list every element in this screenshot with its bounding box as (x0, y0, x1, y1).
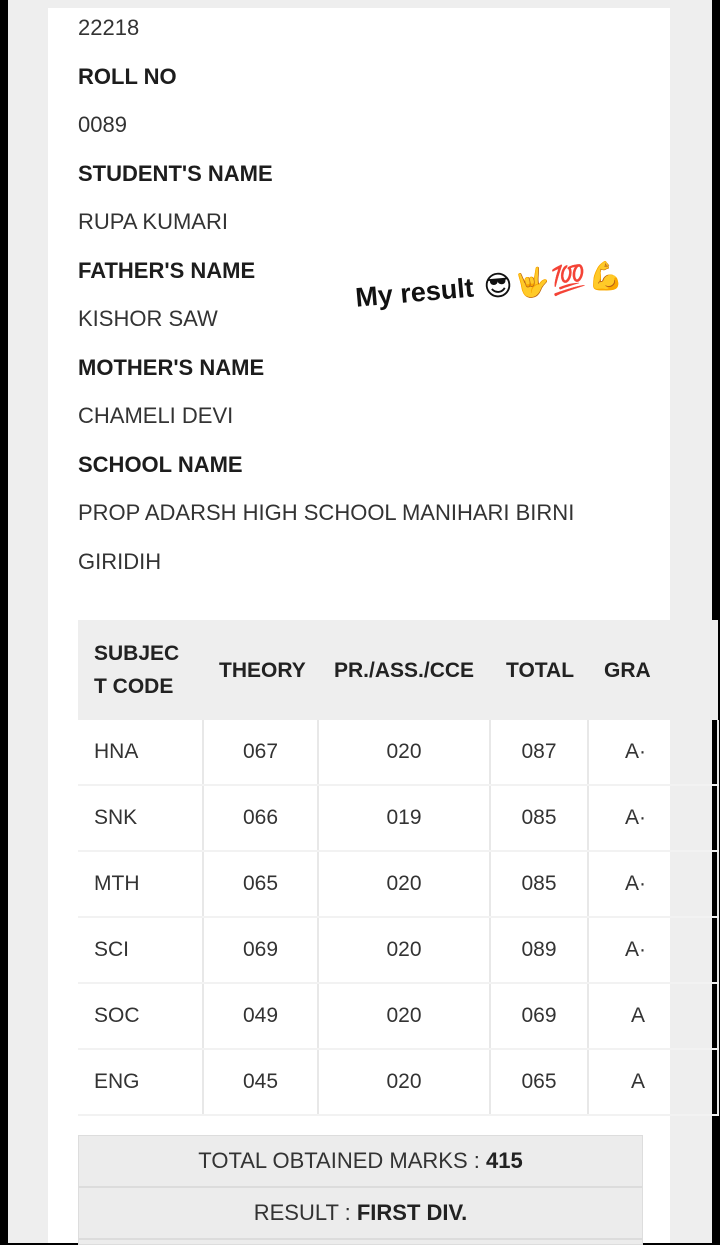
school-name-label: SCHOOL NAME (78, 451, 243, 477)
header-practical: PR./ASS./CCE (318, 620, 490, 720)
marks-table (78, 620, 719, 1116)
school-name-line-1: PROP ADARSH HIGH SCHOOL MANIHARI BIRNI (78, 500, 575, 525)
practical-marks: 020 (318, 720, 490, 785)
practical-marks: 019 (318, 785, 490, 851)
subject-code: ENG (78, 1049, 203, 1115)
theory-marks: 069 (203, 917, 318, 983)
subject-code: HNA (78, 720, 203, 785)
result-value: FIRST DIV. (356, 1200, 468, 1225)
roll-no-value: 0089 (78, 112, 127, 137)
header-grade: GRA (588, 620, 718, 720)
father-name-value: KISHOR SAW (78, 306, 218, 331)
header-total: TOTAL (490, 620, 588, 720)
mother-name-label: MOTHER'S NAME (78, 354, 265, 380)
table-row (78, 851, 718, 917)
theory-marks: 066 (203, 785, 318, 851)
table-header-row (78, 620, 718, 720)
practical-marks: 020 (318, 851, 490, 917)
emoji-sticker-icon: 😎🤟💯💪 (482, 259, 627, 303)
table-row (78, 917, 718, 983)
school-name-line-2: GIRIDIH (78, 548, 162, 574)
theory-marks: 067 (203, 720, 318, 785)
total-obtained-marks (79, 1136, 642, 1188)
subject-code: MTH (78, 851, 203, 917)
student-name-value: RUPA KUMARI (78, 209, 228, 234)
theory-marks: 045 (203, 1049, 318, 1115)
total-marks: 065 (490, 1049, 588, 1115)
practical-marks: 020 (318, 1049, 490, 1115)
subject-code: SOC (78, 983, 203, 1049)
total-obtained-label: TOTAL OBTAINED MARKS : (198, 1148, 486, 1173)
table-row (78, 1049, 718, 1115)
grade: A· (588, 917, 718, 983)
marks-table-container[interactable] (78, 620, 651, 1106)
practical-marks: 020 (318, 917, 490, 983)
grade: A (588, 1049, 718, 1115)
table-row (78, 720, 718, 785)
total-marks: 085 (490, 785, 588, 851)
total-marks: 085 (490, 851, 588, 917)
table-row (78, 983, 718, 1049)
header-subject-code: SUBJEC T CODE (78, 620, 203, 720)
theory-marks: 065 (203, 851, 318, 917)
registration-number: 22218 (78, 15, 140, 40)
result-label: RESULT : (253, 1200, 357, 1225)
result-summary (78, 1135, 643, 1245)
theory-marks: 049 (203, 983, 318, 1049)
mother-name-value: CHAMELI DEVI (78, 403, 234, 428)
total-obtained-value: 415 (485, 1148, 523, 1173)
grade: A· (588, 720, 718, 785)
result-status (79, 1188, 642, 1240)
grade: A· (588, 851, 718, 917)
sticker-text: My result (354, 272, 475, 313)
grade: A· (588, 785, 718, 851)
father-name-label: FATHER'S NAME (78, 257, 256, 283)
total-marks: 087 (490, 720, 588, 785)
total-marks: 069 (490, 983, 588, 1049)
practical-marks: 020 (318, 983, 490, 1049)
total-marks: 089 (490, 917, 588, 983)
header-theory: THEORY (203, 620, 318, 720)
roll-no-label: ROLL NO (78, 63, 177, 89)
left-border (0, 0, 8, 1243)
subject-code: SNK (78, 785, 203, 851)
grade: A (588, 983, 718, 1049)
student-name-label: STUDENT'S NAME (78, 160, 273, 186)
table-row (78, 785, 718, 851)
subject-code: SCI (78, 917, 203, 983)
